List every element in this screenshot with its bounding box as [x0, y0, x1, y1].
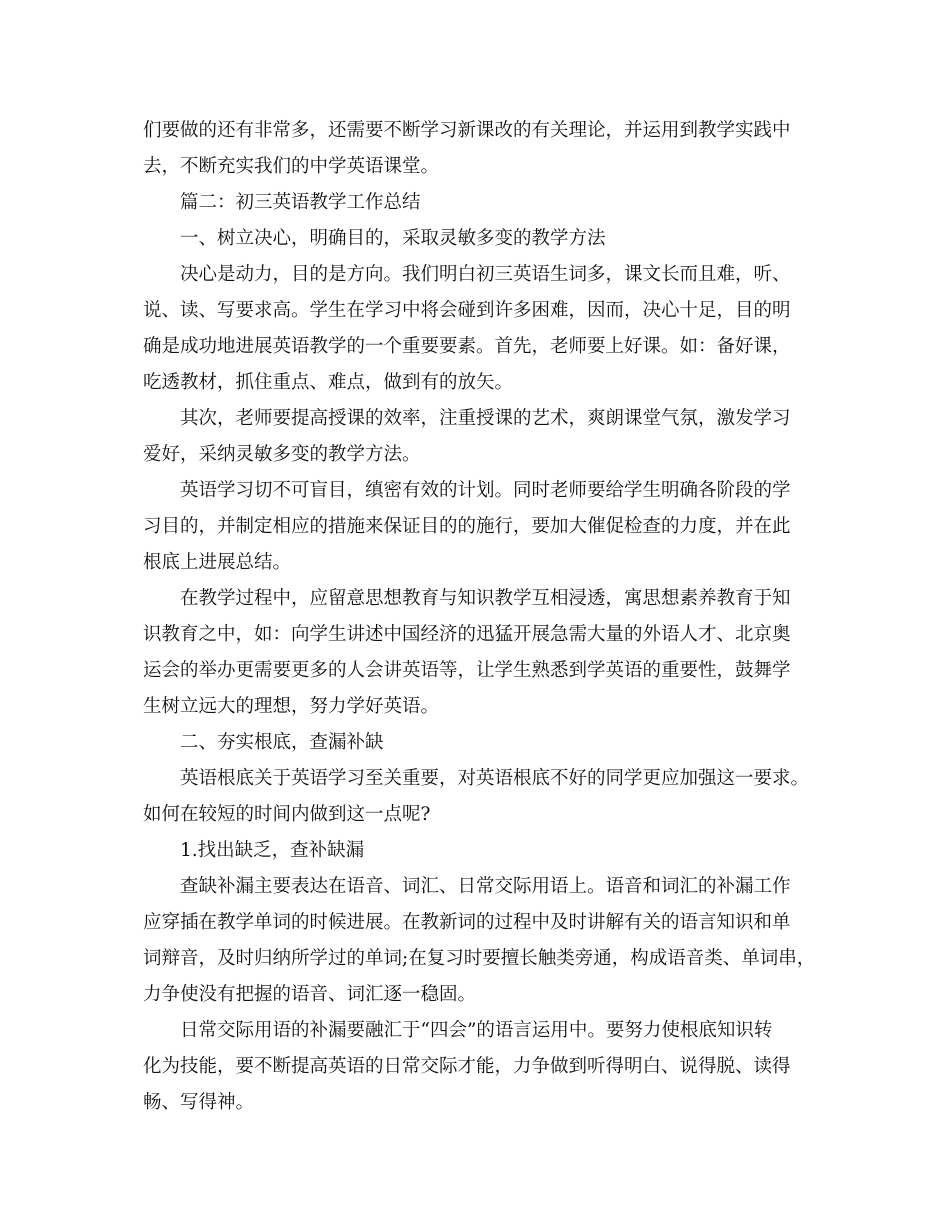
text-line: 英语根底关于英语学习至关重要，对英语根底不好的同学更应加强这一要求。 [180, 768, 810, 789]
text-line: 说、读、写要求高。学生在学习中将会碰到许多困难，因而，决心十足，目的明 [143, 300, 791, 321]
text-line: 畅、写得神。 [143, 1092, 255, 1113]
text-line: 应穿插在教学单词的时候进展。在教新词的过程中及时讲解有关的语言知识和单 [143, 912, 791, 933]
text-line: 吃透教材，抓住重点、难点，做到有的放矢。 [143, 372, 514, 393]
text-line: 根底上进展总结。 [143, 552, 292, 573]
section-heading: 篇二：初三英语教学工作总结 [180, 192, 421, 213]
text-line: 日常交际用语的补漏要融汇于“四会”的语言运用中。要努力使根底知识转 [180, 1020, 773, 1041]
text-line: 们要做的还有非常多，还需要不断学习新课改的有关理论，并运用到教学实践中 [143, 120, 791, 141]
text-line: 词辩音，及时归纳所学过的单词;在复习时要擅长触类旁通，构成语音类、单词串， [143, 948, 816, 969]
text-line: 去，不断充实我们的中学英语课堂。 [143, 156, 440, 177]
text-line: 运会的举办更需要更多的人会讲英语等，让学生熟悉到学英语的重要性，鼓舞学 [143, 660, 791, 681]
text-line: 确是成功地进展英语教学的一个重要要素。首先，老师要上好课。如：备好课， [143, 336, 791, 357]
text-line: 化为技能，要不断提高英语的日常交际才能，力争做到听得明白、说得脱、读得 [143, 1056, 791, 1077]
subsection-heading: 1.找出缺乏，查补缺漏 [180, 840, 365, 861]
text-line: 查缺补漏主要表达在语音、词汇、日常交际用语上。语音和词汇的补漏工作 [180, 876, 791, 897]
text-line: 力争使没有把握的语音、词汇逐一稳固。 [143, 984, 477, 1005]
text-line: 习目的，并制定相应的措施来保证目的的施行，要加大催促检查的力度，并在此 [143, 516, 791, 537]
subsection-heading: 一、树立决心，明确目的，采取灵敏多变的教学方法 [180, 228, 606, 249]
text-line: 爱好，采纳灵敏多变的教学方法。 [143, 444, 421, 465]
text-line: 生树立远大的理想，努力学好英语。 [143, 696, 440, 717]
subsection-heading: 二、夯实根底，查漏补缺 [180, 732, 384, 753]
text-line: 在教学过程中，应留意思想教育与知识教学互相浸透，寓思想素养教育于知 [180, 588, 791, 609]
text-line: 如何在较短的时间内做到这一点呢? [143, 804, 431, 825]
text-line: 英语学习切不可盲目，缜密有效的计划。同时老师要给学生明确各阶段的学 [180, 480, 791, 501]
text-line: 其次，老师要提高授课的效率，注重授课的艺术，爽朗课堂气氛，激发学习 [180, 408, 791, 429]
text-line: 识教育之中，如：向学生讲述中国经济的迅猛开展急需大量的外语人才、北京奥 [143, 624, 791, 645]
text-line: 决心是动力，目的是方向。我们明白初三英语生词多，课文长而且难，听、 [180, 264, 791, 285]
